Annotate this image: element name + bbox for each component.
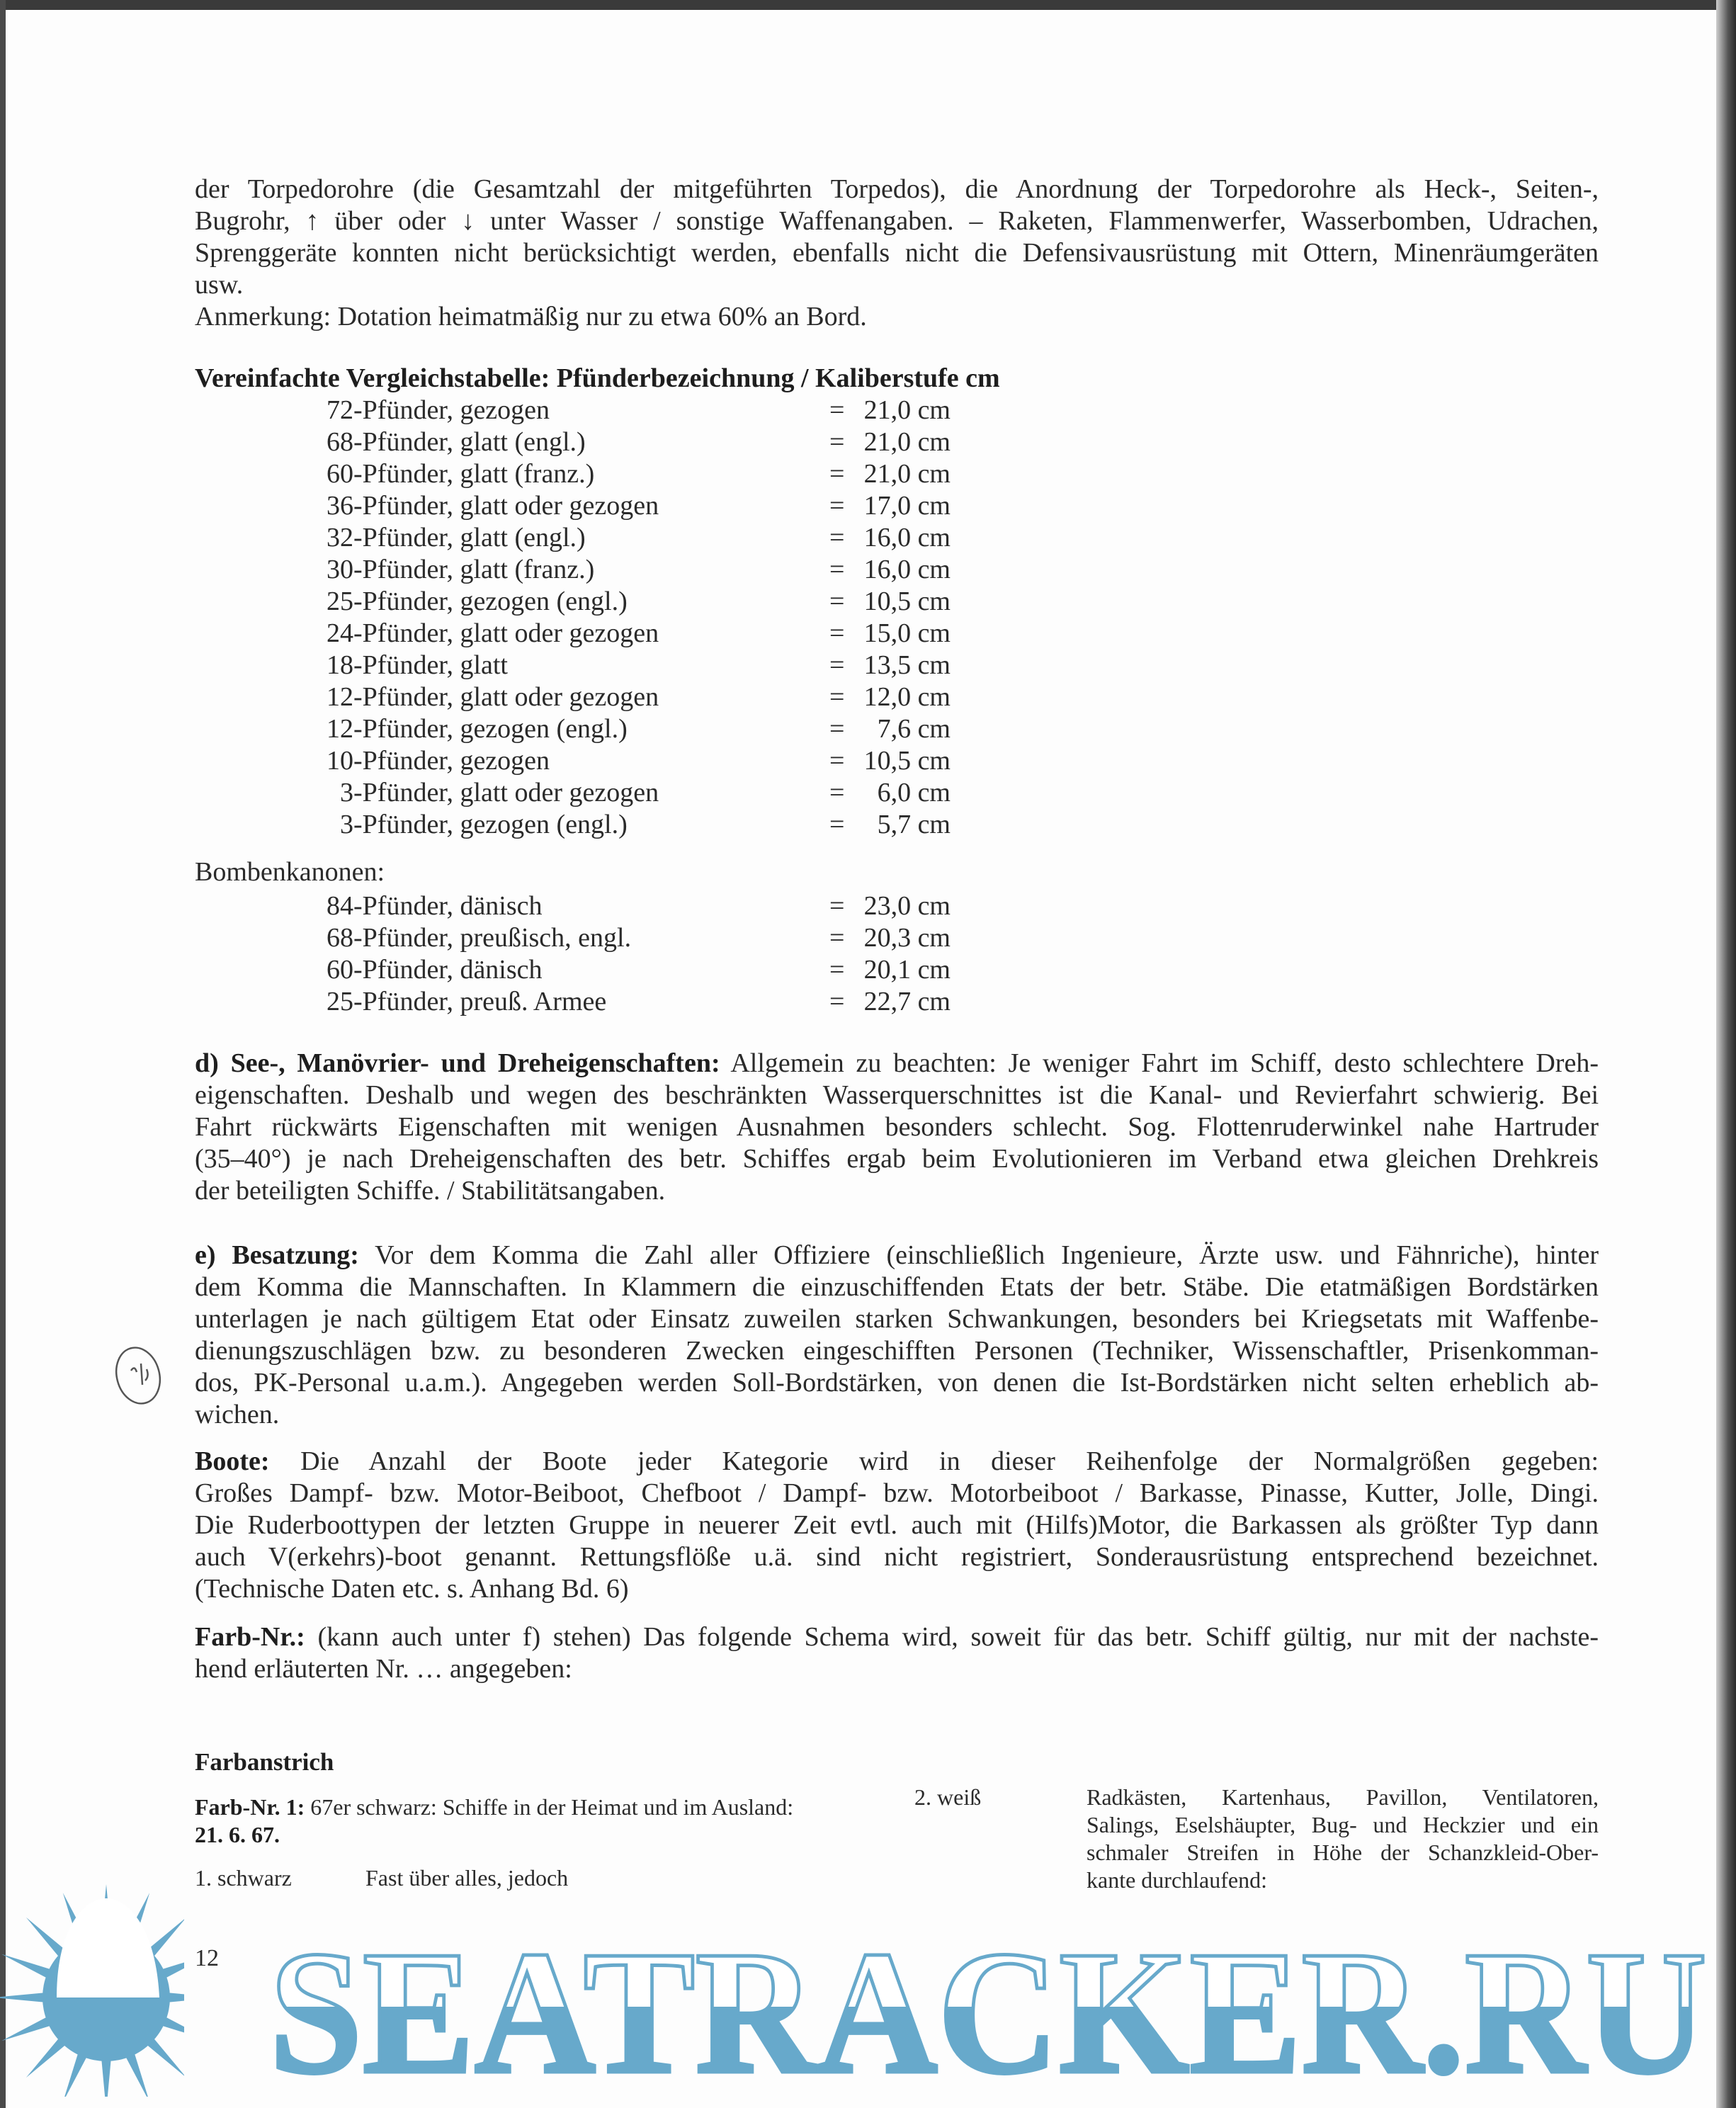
table-row [195,681,974,713]
sun-logo-icon [0,1856,184,2097]
bomb-cannon-table [195,856,974,1018]
row-caliber: 17,0 cm [863,491,951,521]
table-row [195,586,974,618]
table-row [195,522,974,554]
row-caliber: 23,0 cm [863,891,951,921]
line-text: Allgemein zu beachten: Je weniger Fahrt im Schiff, desto schlechtere Dreh- [720,1048,1599,1078]
scan-edge-right [1716,0,1736,2108]
row-caliber: 10,5 cm [863,586,951,616]
row-name: 60-Pfünder, dänisch [327,955,543,985]
line-text: eigenschaften. Deshalb und wegen des beschränkten Wasserquerschnittes ist die Kanal- und Revierfahrt schwierig. Bei [195,1080,1599,1110]
row-name: 30-Pfünder, glatt (franz.) [327,555,595,584]
row-equals: = [829,618,845,648]
row-caliber: 15,0 cm [863,618,951,648]
table-row [195,809,974,841]
row-caliber: 16,0 cm [863,523,951,552]
line-text: der beteiligten Schiffe. / Stabilitätsangaben. [195,1176,666,1206]
table-row [195,618,974,650]
text-line [195,1621,1599,1653]
row-name: 36-Pfünder, glatt oder gezogen [327,491,659,521]
bomb-table-rows [195,890,974,1018]
text-line [195,1240,1599,1271]
row-equals: = [829,682,845,712]
row-equals: = [829,459,845,489]
row-caliber: 7,6 cm [877,714,951,744]
row-equals: = [829,923,845,953]
table-title: Vereinfachte Vergleichstabelle: Pfünderbezeichnung / Kaliberstufe cm [195,363,1000,393]
text-line [195,1048,1599,1080]
row-equals: = [829,523,845,552]
farb1-line [195,1794,793,1821]
table-row [195,745,974,777]
row-equals: = [829,987,845,1016]
text-line: Salings, Eselshäupter, Bug- und Heckzier und ein [1087,1812,1599,1837]
row-equals: = [829,714,845,744]
row-equals: = [829,395,845,425]
row-caliber: 21,0 cm [863,395,951,425]
row-caliber: 21,0 cm [863,427,951,457]
paragraph-lead: Boote: [195,1446,270,1476]
scan-edge-top [0,0,1736,10]
watermark-text: SEATRACKER.RU [269,1915,1707,2090]
table-row [195,986,974,1018]
row-equals: = [829,491,845,521]
text-line [195,1509,1599,1541]
text-line: Sprenggeräte konnten nicht berücksichtigt werden, ebenfalls nicht die Defensivausrüstung mit Ottern, Minenräumgeräten [195,238,1599,268]
row-name: 68-Pfünder, preußisch, engl. [327,923,632,953]
paragraph-lead: Farb-Nr.: [195,1622,305,1652]
text-line [195,1335,1599,1367]
row-name: 10-Pfünder, gezogen [327,746,550,776]
text-line: der Torpedorohre (die Gesamtzahl der mitgeführten Torpedos), die Anordnung der Torpedorohre als Heck-, Seiten-, [195,174,1599,204]
row-name: 3-Pfünder, gezogen (engl.) [327,810,628,839]
bomb-table-title: Bombenkanonen: [195,857,385,887]
row-name: 25-Pfünder, gezogen (engl.) [327,586,628,616]
paragraph-besatzung [195,1240,1599,1431]
line-text: auch V(erkehrs)-boot genannt. Rettungsflöße u.ä. sind nicht registriert, Sonderausrüstung entsprechend bezeichnet. [195,1542,1599,1572]
text-line [195,1080,1599,1111]
text-line [195,1271,1599,1303]
comparison-table [195,363,1000,841]
table-rows [195,395,1000,841]
row-name: 84-Pfünder, dänisch [327,891,543,921]
line-text: (Technische Daten etc. s. Anhang Bd. 6) [195,1574,629,1604]
line-text: dienungszuschlägen bzw. zu besonderen Zwecken eingeschifften Personen (Techniker, Wissenschaftler, Prisenkomman- [195,1336,1599,1366]
annotation-note [195,301,1599,333]
row-name: 3-Pfünder, glatt oder gezogen [327,778,659,808]
line-text: Die Anzahl der Boote jeder Kategorie wird in dieser Reihenfolge der Normalgrößen gegeben: [269,1446,1599,1476]
row-equals: = [829,810,845,839]
text-line [195,1478,1599,1509]
table-row [195,426,974,458]
row-caliber: 20,3 cm [863,923,951,953]
line-text: (35–40°) je nach Dreheigenschaften des betr. Schiffes ergab beim Evolutionieren im Verband etwa gleichen Drehkreis [195,1144,1599,1174]
text-line [195,1303,1599,1335]
item2-label: 2. weiß [914,1784,982,1810]
line-text: dos, PK-Personal u.a.m.). Angegeben werden Soll-Bordstärken, von denen die Ist-Bordstärken nicht selten erheblich ab- [195,1368,1599,1398]
line-text: unterlagen je nach gültigem Etat oder Einsatz zuweilen starken Schwankungen, besonders bei Kriegsetats mit Waffenbe- [195,1304,1599,1334]
line-text: wichen. [195,1400,280,1429]
row-equals: = [829,955,845,985]
farbanstrich-heading: Farbanstrich [195,1748,334,1776]
row-caliber: 21,0 cm [863,459,951,489]
farb1-lead: Farb-Nr. 1: [195,1794,305,1820]
row-equals: = [829,778,845,808]
paragraph-see-eigenschaften [195,1048,1599,1207]
text-line [195,1399,1599,1431]
text-line: Bugrohr, ↑ über oder ↓ unter Wasser / sonstige Waffenangaben. – Raketen, Flammenwerfer, Wasserbomben, Udrachen, [195,206,1599,236]
item1-label: 1. schwarz [195,1865,292,1891]
line-text: Fahrt rückwärts Eigenschaften mit wenigen Ausnahmen besonders schlecht. Sog. Flottenruderwinkel nahe Hartruder [195,1112,1599,1142]
row-caliber: 22,7 cm [863,987,951,1016]
intro-paragraph [195,174,1599,301]
row-caliber: 12,0 cm [863,682,951,712]
farb1-date: 21. 6. 67. [195,1822,280,1847]
table-row [195,922,974,954]
row-equals: = [829,650,845,680]
row-name: 12-Pfünder, glatt oder gezogen [327,682,659,712]
paragraph-lead: d) See-, Manövrier- und Dreheigenschaften: [195,1048,720,1078]
handwritten-circle-mark [110,1342,166,1410]
row-name: 32-Pfünder, glatt (engl.) [327,523,586,552]
text-line [195,1653,1599,1685]
row-name: 24-Pfünder, glatt oder gezogen [327,618,659,648]
text-line [195,1541,1599,1573]
line-text: dem Komma die Mannschaften. In Klammern die einzuschiffenden Etats der betr. Stäbe. Die etatmäßigen Bordstärken [195,1272,1599,1302]
line-text: Vor dem Komma die Zahl aller Offiziere (einschließlich Ingenieure, Ärzte usw. und Fähnriche), hinter [358,1240,1599,1270]
farb1-text: 67er schwarz: Schiffe in der Heimat und im Ausland: [305,1794,794,1820]
text-line [195,1175,1599,1207]
text-line [195,1446,1599,1478]
row-caliber: 10,5 cm [863,746,951,776]
row-caliber: 20,1 cm [863,955,951,985]
row-caliber: 5,7 cm [877,810,951,839]
line-text: Die Ruderboottypen der letzten Gruppe in neuerer Zeit evtl. auch mit (Hilfs)Motor, die Barkassen als größter Typ dann [195,1510,1599,1540]
table-row [195,458,974,490]
row-name: 25-Pfünder, preuß. Armee [327,987,607,1016]
row-name: 72-Pfünder, gezogen [327,395,550,425]
row-equals: = [829,555,845,584]
text-line: Radkästen, Kartenhaus, Pavillon, Ventilatoren, [1087,1784,1599,1810]
table-row [195,650,974,681]
item2-text [1087,1784,1599,1894]
table-row [195,554,974,586]
page-number: 12 [195,1945,219,1971]
row-caliber: 6,0 cm [877,778,951,808]
paragraph-lead: e) Besatzung: [195,1240,359,1270]
paragraph-boote [195,1446,1599,1605]
line-text: (kann auch unter f) stehen) Das folgende Schema wird, soweit für das betr. Schiff gültig, nur mit der nachste- [305,1622,1599,1652]
table-row [195,490,974,522]
text-line: kante durchlaufend: [1087,1867,1267,1893]
row-caliber: 16,0 cm [863,555,951,584]
scan-edge-left [0,0,6,2108]
text-line [195,1143,1599,1175]
table-row [195,777,974,809]
row-equals: = [829,427,845,457]
watermark [269,1912,1714,2090]
table-row [195,713,974,745]
row-equals: = [829,746,845,776]
text-line: usw. [195,270,244,300]
row-caliber: 13,5 cm [863,650,951,680]
row-equals: = [829,586,845,616]
table-row [195,954,974,986]
paragraph-farb-nr [195,1621,1599,1685]
text-line: schmaler Streifen in Höhe der Schanzkleid-Ober- [1087,1840,1599,1865]
table-row [195,890,974,922]
line-text: hend erläuterten Nr. … angegeben: [195,1654,572,1684]
text-line [195,1111,1599,1143]
row-equals: = [829,891,845,921]
row-name: 60-Pfünder, glatt (franz.) [327,459,595,489]
row-name: 12-Pfünder, gezogen (engl.) [327,714,628,744]
text-line [195,1573,1599,1605]
text-line [195,1367,1599,1399]
table-row [195,395,974,426]
note-text: Anmerkung: Dotation heimatmäßig nur zu etwa 60% an Bord. [195,302,867,332]
line-text: Großes Dampf- bzw. Motor-Beiboot, Chefboot / Dampf- bzw. Motorbeiboot / Barkasse, Pinasse, Kutter, Jolle, Dingi. [195,1478,1599,1508]
row-name: 18-Pfünder, glatt [327,650,508,680]
item1-text: Fast über alles, jedoch [365,1865,569,1891]
row-name: 68-Pfünder, glatt (engl.) [327,427,586,457]
